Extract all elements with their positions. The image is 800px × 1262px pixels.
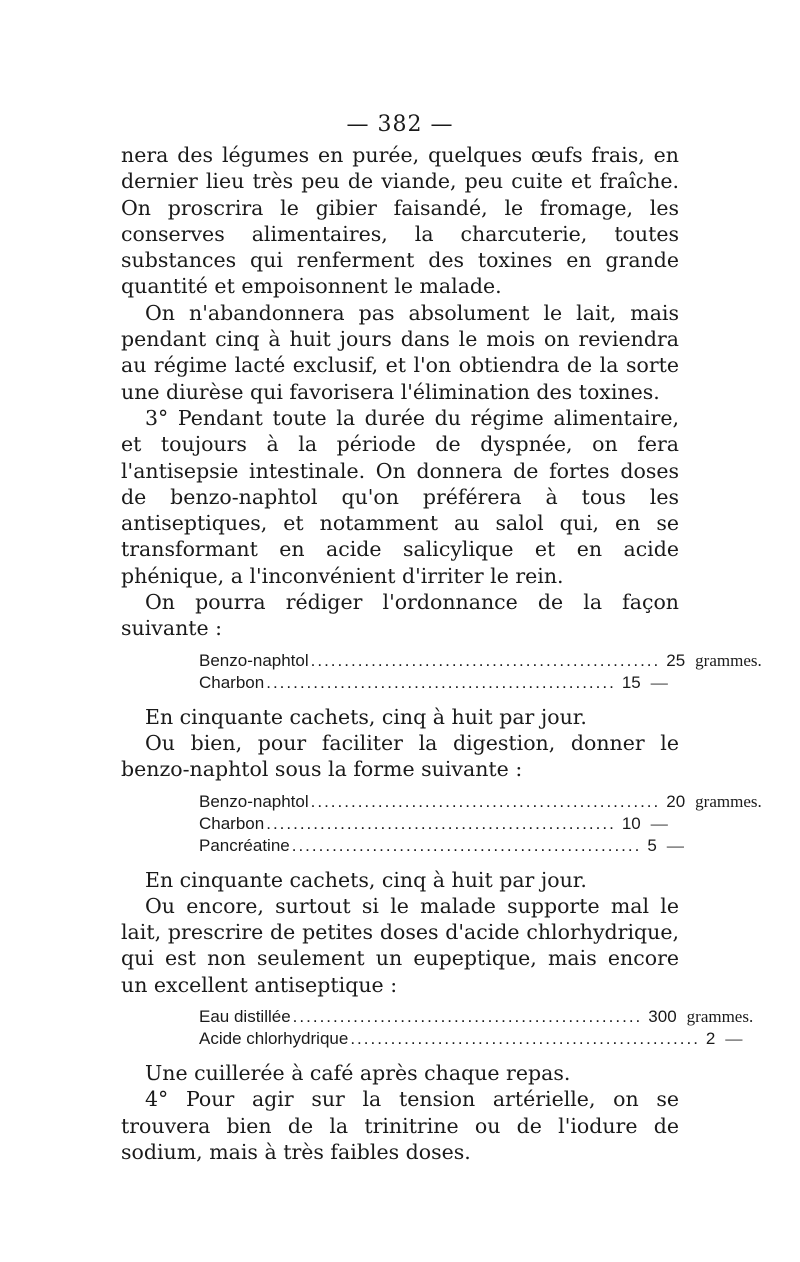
body-text: [121, 142, 762, 1165]
unit: —: [650, 813, 668, 833]
ingredient: Charbon: [199, 672, 265, 692]
ingredient: Charbon: [199, 813, 265, 833]
prescription-row: [199, 650, 762, 672]
ingredient: Pancréatine: [199, 835, 290, 855]
prescription-row: [199, 791, 762, 813]
paragraph: nera des légumes en purée, quelques œufs frais, en dernier lieu très peu de viande, peu cuite et fraîche. On proscrira le gibier faisandé, le fromage, les conserves alimentaires, la charcuterie, toutes substances qui renferment des toxines en grande quantité et empoisonnent le malade.: [121, 143, 679, 299]
paragraph: On pourra rédiger l'ordonnance de la façon suivante :: [121, 590, 679, 641]
dot-leader: ....................................................: [266, 813, 616, 833]
paragraph: 4° Pour agir sur la tension artérielle, on se trouvera bien de la trinitrine ou de l'iodure de sodium, mais à très faibles doses.: [121, 1087, 679, 1164]
unit: grammes.: [695, 791, 762, 811]
quantity: 5: [647, 835, 657, 855]
unit: grammes.: [695, 650, 762, 670]
dot-leader: ....................................................: [350, 1029, 700, 1049]
unit: grammes.: [686, 1007, 754, 1027]
quantity: 300: [648, 1007, 677, 1027]
page-number: — 382 —: [346, 112, 454, 137]
dot-leader: ....................................................: [310, 650, 661, 670]
dot-leader: ....................................................: [291, 835, 642, 855]
quantity: 15: [621, 672, 641, 692]
quantity: 25: [666, 650, 686, 670]
dot-leader: ....................................................: [310, 791, 661, 811]
ingredient: Acide chlorhydrique: [199, 1029, 349, 1049]
prescription-2: [199, 791, 762, 857]
paragraph: 3° Pendant toute la durée du régime alimentaire, et toujours à la période de dyspnée, on fera l'antisepsie intestinale. On donnera de fortes doses de benzo-naphtol qu'on préférera à tous les antiseptiques, et notamment au salol qui, en se transformant en acide salicylique et en acide phénique, a l'inconvénient d'irriter le rein.: [121, 405, 679, 588]
paragraph: On n'abandonnera pas absolument le lait, mais pendant cinq à huit jours dans le mois on reviendra au régime lacté exclusif, et l'on obtiendra de la sorte une diurèse qui favorisera l'élimination des toxines.: [121, 300, 679, 404]
paragraph: En cinquante cachets, cinq à huit par jour.: [145, 704, 587, 729]
ingredient: Eau distillée: [199, 1007, 291, 1027]
prescription-row: [199, 1028, 743, 1050]
paragraph: Ou bien, pour faciliter la digestion, donner le benzo-naphtol sous la forme suivante :: [121, 730, 679, 782]
quantity: 10: [621, 813, 641, 833]
prescription-row: [199, 672, 668, 694]
paragraph: Une cuillerée à café après chaque repas.: [145, 1061, 571, 1086]
prescription-row: [199, 813, 668, 835]
dot-leader: ....................................................: [292, 1007, 643, 1027]
paragraph: Ou encore, surtout si le malade supporte mal le lait, prescrire de petites doses d'acide chlorhydrique, qui est non seulement un eupeptique, mais encore un excellent antiseptique :: [121, 893, 679, 997]
prescription-1: [199, 650, 762, 694]
dot-leader: ....................................................: [266, 672, 616, 692]
paragraph: En cinquante cachets, cinq à huit par jour.: [145, 867, 587, 892]
unit: —: [666, 835, 684, 855]
unit: —: [725, 1029, 743, 1049]
ingredient: Benzo-naphtol: [199, 791, 309, 811]
prescription-row: [199, 1006, 754, 1028]
quantity: 20: [666, 791, 686, 811]
prescription-3: [199, 1006, 754, 1050]
prescription-row: [199, 835, 684, 857]
quantity: 2: [705, 1029, 716, 1049]
unit: —: [650, 672, 668, 692]
ingredient: Benzo-naphtol: [199, 650, 309, 670]
